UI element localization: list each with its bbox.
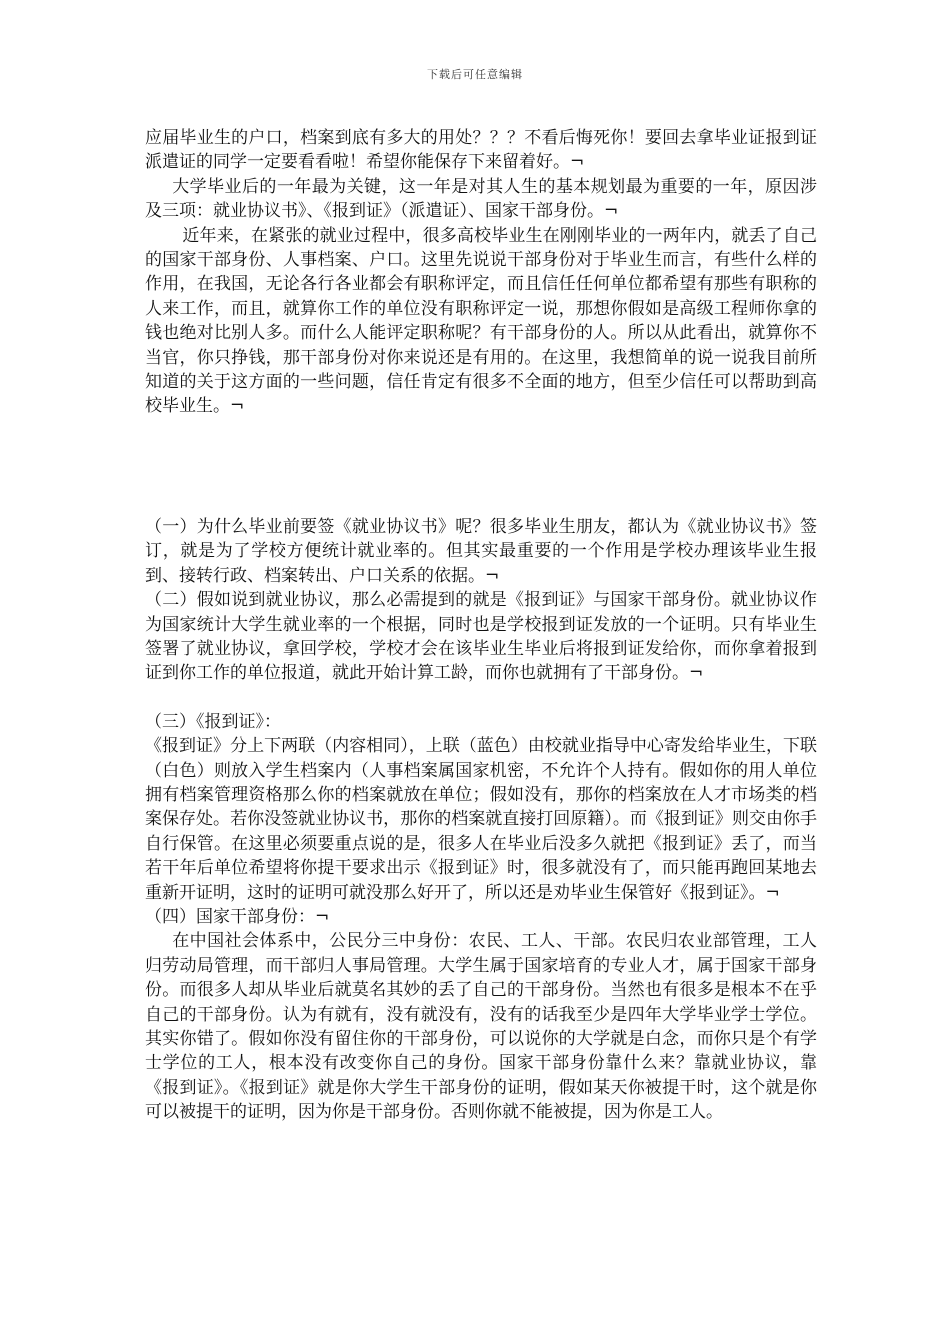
spacer [145, 686, 817, 710]
intro-title-paragraph: 应届毕业生的户口，档案到底有多大的用处？？？不看后悔死你！要回去拿毕业证报到证派遣证的同学一定要看看啦！希望你能保存下来留着好。¬ [145, 128, 817, 173]
section-four-heading: （四）国家干部身份：¬ [145, 906, 330, 927]
section-four-paragraph: 在中国社会体系中，公民分三中身份：农民、工人、干部。农民归农业部管理，工人归劳动局管理，而干部归人事局管理。大学生属于国家培育的专业人才，属于国家干部身份。而很多人却从毕业后就莫名其妙的丢了自己的干部身份。当然也有很多是根本不在乎自己的干部身份。认为有就有，没有就没有，没有的话我至少是四年大学毕业学士学位。其实你错了。假如你没有留住你的干部身份，可以说你的大学就是白念，而你只是个有学士学位的工人，根本没有改变你自己的身份。国家干部身份靠什么来？靠就业协议，靠《报到证》。《报到证》就是你大学生干部身份的证明，假如某天你被提干时，这个就是你可以被提干的证明，因为你是干部身份。否则你就不能被提，因为你是工人。 [145, 931, 817, 1123]
spacer [145, 419, 817, 515]
cadre-status-intro-paragraph: 近年来，在紧张的就业过程中，很多高校毕业生在刚刚毕业的一两年内，就丢了自己的国家干部身份、人事档案、户口。这里先说说干部身份对于毕业生而言，有些什么样的作用，在我国，无论各行各业都会有职称评定，而且信任任何单位都希望有那些有职称的人来工作，而且，就算你工作的单位没有职称评定一说，那想你假如是高级工程师你拿的钱也绝对比别人多。而什么人能评定职称呢？有干部身份的人。所以从此看出，就算你不当官，你只挣钱，那干部身份对你来说还是有用的。在这里，我想简单的说一说我目前所知道的关于这方面的一些问题，信任肯定有很多不全面的地方，但至少信任可以帮助到高校毕业生。¬ [145, 225, 817, 417]
section-three-paragraph: 《报到证》分上下两联（内容相同），上联（蓝色）由校就业指导中心寄发给毕业生，下联（白色）则放入学生档案内（人事档案属国家机密，不允许个人持有。假如你的用人单位拥有档案管理资格那么你的档案就放在单位；假如没有，那你的档案放在人才市场类的档案保存处。若你没签就业协议书，那你的档案就直接打回原籍）。而《报到证》则交由你手自行保管。在这里必须要重点说的是，很多人在毕业后没多久就把《报到证》丢了，而当若干年后单位希望将你提干要求出示《报到证》时，很多就没有了，而只能再跑回某地去重新开证明，这时的证明可就没那么好开了，所以还是劝毕业生保管好《报到证》。¬ [145, 736, 817, 903]
section-one-paragraph: （一）为什么毕业前要签《就业协议书》呢？很多毕业生朋友，都认为《就业协议书》签订，就是为了学校方便统计就业率的。但其实最重要的一个作用是学校办理该毕业生报到、接转行政、档案转出、户口关系的依据。¬ [145, 516, 817, 586]
key-year-paragraph: 大学毕业后的一年最为关键，这一年是对其人生的基本规划最为重要的一年，原因涉及三项：就业协议书》、《报到证》（派遣证）、国家干部身份。¬ [145, 176, 817, 222]
document-body [145, 126, 817, 1125]
section-two-paragraph: （二）假如说到就业协议，那么必需提到的就是《报到证》与国家干部身份。就业协议作为国家统计大学生就业率的一个根据，同时也是学校报到证发放的一个证明。只有毕业生签署了就业协议，拿回学校，学校才会在该毕业生毕业后将报到证发给你，而你拿着报到证到你工作的单位报道，就此开始计算工龄，而你也就拥有了干部身份。¬ [145, 590, 817, 684]
section-three-heading: （三）《报到证》： [145, 711, 281, 732]
page-header: 下载后可任意编辑 [427, 68, 523, 81]
